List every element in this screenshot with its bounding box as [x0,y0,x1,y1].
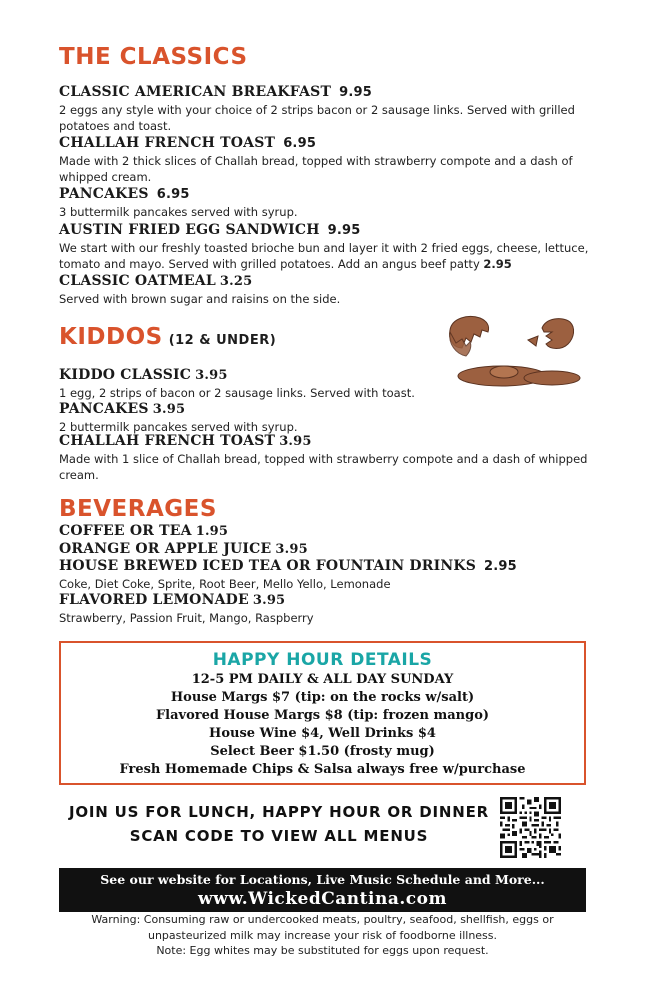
item-description: 2 buttermilk pancakes served with syrup. [59,420,298,434]
menu-item [59,185,589,220]
item-price: 9.95 [339,85,372,100]
item-name: CLASSIC AMERICAN BREAKFAST [59,84,332,100]
happy-hour-line: Fresh Homemade Chips & Salsa always free w/purchase [119,762,526,777]
menu-item [59,134,589,185]
item-name: ORANGE OR APPLE JUICE [59,541,272,557]
banner-tagline: See our website for Locations, Live Music Schedule and More... [100,872,545,887]
item-description: Served with brown sugar and raisins on the side. [59,292,341,306]
menu-item [59,400,589,435]
item-description: 1 egg, 2 strips of bacon or 2 sausage links. Served with toast. [59,386,415,400]
website-link[interactable]: www.WickedCantina.com [198,889,447,909]
menu-item [59,522,589,541]
item-price: 1.95 [195,524,229,539]
item-price: 2.95 [484,559,517,574]
menu-item [59,432,589,483]
item-name: PANCAKES [59,401,149,417]
happy-hour-title: HAPPY HOUR DETAILS [212,650,433,670]
happy-hour-line: House Margs $7 (tip: on the rocks w/salt) [170,690,475,705]
happy-hour-line: Flavored House Margs $8 (tip: frozen mango) [155,708,490,723]
item-price: 3.95 [275,542,308,557]
item-description: Coke, Diet Coke, Sprite, Root Beer, Mello Yello, Lemonade [59,577,391,591]
item-price: 6.95 [156,187,190,202]
item-name: COFFEE OR TEA [59,523,192,539]
item-name: FLAVORED LEMONADE [59,592,249,608]
item-description: We start with our freshly toasted brioche bun and layer it with 2 fried eggs, cheese, lettuce, tomato and mayo. Served with grilled potatoes. Add an angus beef patty 2.95 [59,241,589,271]
website-banner [59,868,586,912]
item-name: AUSTIN FRIED EGG SANDWICH [59,222,320,238]
happy-hour-box [59,641,586,785]
warning-line: Note: Egg whites may be substituted for eggs upon request. [156,944,489,957]
item-name: CHALLAH FRENCH TOAST [59,135,276,151]
beverages-title: BEVERAGES [59,496,217,522]
kiddos-age-note: (12 & UNDER) [168,333,277,348]
item-name: KIDDO CLASSIC [59,367,192,383]
happy-hour-line: 12-5 PM DAILY & ALL DAY SUNDAY [191,672,454,687]
item-description: 2 eggs any style with your choice of 2 strips bacon or 2 sausage links. Served with grilled potatoes and toast. [59,103,575,133]
item-description: Made with 1 slice of Challah bread, topped with strawberry compote and a dash of whipped cream. [59,452,588,482]
classics-title: THE CLASSICS [59,44,248,70]
menu-item [59,221,589,272]
happy-hour-line: House Wine $4, Well Drinks $4 [209,726,436,741]
kiddos-title: KIDDOS (12 & UNDER) [59,324,277,350]
item-name: CHALLAH FRENCH TOAST [59,433,276,449]
add-on-price: 2.95 [483,257,512,271]
join-us-call-to-action [59,800,499,848]
item-price: 9.95 [327,223,361,238]
item-name: PANCAKES [59,186,149,202]
menu-item [59,557,589,592]
item-price: 3.95 [152,402,186,417]
item-name: CLASSIC OATMEAL [59,273,216,289]
item-description: 3 buttermilk pancakes served with syrup. [59,205,298,219]
warning-line: Warning: Consuming raw or undercooked meats, poultry, seafood, shellfish, eggs or [91,913,554,926]
item-description: Made with 2 thick slices of Challah bread, topped with strawberry compote and a dash of whipped cream. [59,154,573,184]
item-price: 3.95 [279,434,312,449]
happy-hour-line: Select Beer $1.50 (frosty mug) [210,744,435,759]
menu-qr-code-icon[interactable] [500,797,561,858]
food-safety-warning [59,912,586,959]
warning-line: unpasteurized milk may increase your risk of foodborne illness. [147,928,498,942]
item-price: 3.95 [252,593,286,608]
cta-line: JOIN US FOR LUNCH, HAPPY HOUR OR DINNER [68,803,490,821]
menu-item [59,591,589,626]
item-price: 3.25 [219,274,253,289]
menu-item [59,272,589,307]
item-price: 6.95 [283,136,317,151]
cta-line: SCAN CODE TO VIEW ALL MENUS [129,827,429,845]
menu-item [59,366,589,401]
menu-item [59,83,589,134]
item-description: Strawberry, Passion Fruit, Mango, Raspberry [59,611,314,625]
item-name: HOUSE BREWED ICED TEA OR FOUNTAIN DRINKS [59,558,477,574]
item-price: 3.95 [195,368,228,383]
